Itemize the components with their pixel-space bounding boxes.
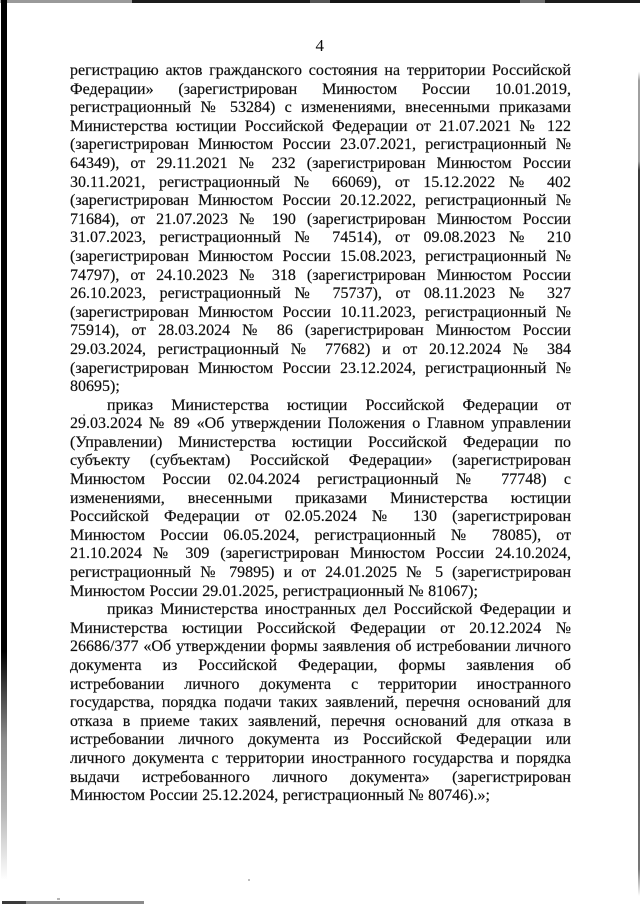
- paragraph-registration-acts: регистрацию актов гражданского состояния на территории Российской Федерации» (зарегистрирован Минюстом России 10.01.2019, регистрационный № 53284) с изменениями, внесенными приказами Министерства юстиции Российской Федерации от 21.07.2021 № 122 (зарегистрирован Минюстом России 23.07.2021, регистрационный № 64349), от 29.11.2021 № 232 (зарегистрирован Минюстом России 30.11.2021, регистрационный № 66069), от 15.12.2022 № 402 (зарегистрирован Минюстом России 20.12.2022, регистрационный № 71684), от 21.07.2023 № 190 (зарегистрирован Минюстом России 31.07.2023, регистрационный № 74514), от 09.08.2023 № 210 (зарегистрирован Минюстом России 15.08.2023, регистрационный № 74797), от 24.10.2023 № 318 (зарегистрирован Минюстом России 26.10.2023, регистрационный № 75737), от 08.11.2023 № 327 (зарегистрирован Минюстом России 10.11.2023, регистрационный № 75914), от 28.03.2024 № 86 (зарегистрирован Минюстом России 29.03.2024, регистрационный № 77682) и от 20.12.2024 № 384 (зарегистрирован Минюстом России 23.12.2024, регистрационный № 80695);: [70, 62, 571, 396]
- page-number: 4: [315, 36, 325, 55]
- paragraph-mid-minjust-joint-order: приказ Министерства иностранных дел Российской Федерации и Министерства юстиции Российской Федерации от 20.12.2024 № 26686/377 «Об утверждении формы заявления об истребовании личного документа из Российской Федерации, формы заявления об истребовании личного документа с территории иностранного государства, порядка подачи таких заявлений, перечня оснований для отказа в приеме таких заявлений, перечня оснований для отказа в истребовании личного документа из Российской Федерации или личного документа с территории иностранного государства и порядка выдачи истребованного личного документа» (зарегистрирован Минюстом России 25.12.2024, регистрационный № 80746).»;: [70, 601, 571, 805]
- scan-artifact-bottom-line: [2, 901, 144, 904]
- paragraph-minjust-order-89: приказ Министерства юстиции Российской Федерации от 29.03.2024 № 89 «Об утверждении Положения о Главном управлении (Управлении) Министерства юстиции Российской Федерации по субъекту (субъектам) Российской Федерации» (зарегистрирован Минюстом России 02.04.2024 регистрационный № 77748) с изменениями, внесенными приказами Министерства юстиции Российской Федерации от 02.05.2024 № 130 (зарегистрирован Минюстом России 06.05.2024, регистрационный № 78085), от 21.10.2024 № 309 (зарегистрирован Минюстом России 24.10.2024, регистрационный № 79895) и от 24.01.2025 № 5 (зарегистрирован Минюстом России 29.01.2025, регистрационный № 81067);: [70, 396, 571, 600]
- scan-speck: [248, 879, 250, 881]
- scan-speck: [57, 898, 60, 900]
- scan-artifact-left-edge: [1, 0, 7, 880]
- document-body: [70, 62, 571, 806]
- scan-artifact-top-edge: [0, 0, 640, 3]
